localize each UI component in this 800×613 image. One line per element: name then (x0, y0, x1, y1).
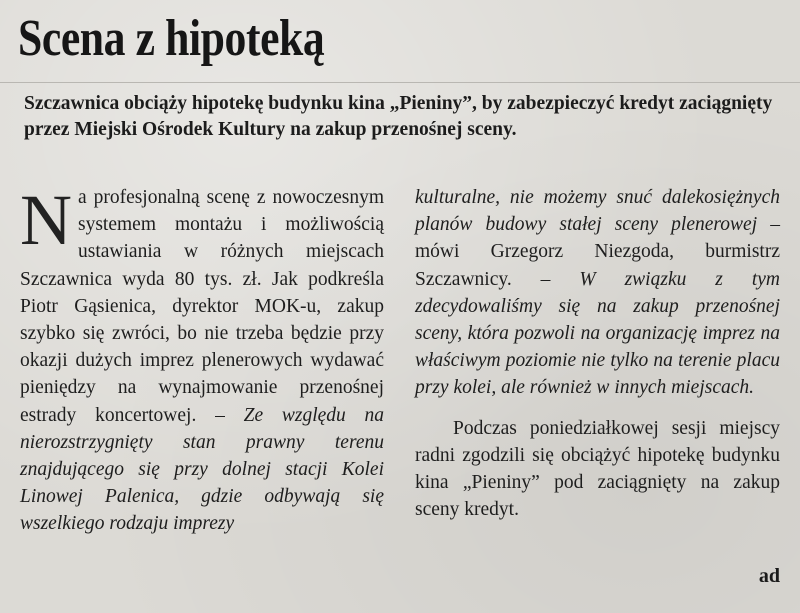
column-2-quote-1: kulturalne, nie możemy snuć dalekosiężnych planów budowy stałej sceny plenerowej (415, 187, 780, 236)
article-lead: Szczawnica obciąży hipotekę budynku kina „Pieniny”, by zabezpieczyć kredyt zaciągnięty przez Miejski Ośrodek Kultury na zakup przenośnej sceny. (24, 93, 773, 140)
column-2-attribution: – mówi Grzegorz Niezgoda, burmistrz Szczawnicy. – (415, 214, 780, 290)
article-title: Scena z hipoteką (18, 10, 325, 67)
article-column-2 (415, 184, 780, 523)
article-column-1 (20, 180, 385, 538)
column-1-paragraph (20, 180, 385, 538)
column-1-text: a profesjonalną scenę z nowoczesnym systemem montażu i możliwością ustawiania w różnych miejscach Szczawnica wyda 80 tys. zł. Jak podkreśla Piotr Gąsienica, dyrektor MOK-u, zakup szybko się zwróci, bo nie trzeba będzie przy okazji dużych imprez plenerowych wydawać pieniędzy na wynajmowanie przenośnej estrady koncertowej. – (20, 187, 384, 426)
column-2-paragraph-1 (415, 184, 780, 402)
title-divider (0, 82, 800, 83)
column-2-quote-2: W związku z tym zdecydowaliśmy się na zakup przenośnej sceny, która pozwoli na organizację imprez na właściwym poziomie nie tylko na terenie placu przy kolei, ale również w innych miejscach. (415, 268, 780, 399)
author-signature: ad (758, 565, 780, 587)
column-1-quote: Ze względu na nierozstrzygnięty stan prawny terenu znajdującego się przy dolnej stacji Kolei Linowej Palenica, gdzie odbywają się wszelkiego rodzaju imprezy (20, 404, 385, 535)
column-2-paragraph-2: Podczas poniedziałkowej sesji miejscy radni zgodzili się obciążyć hipotekę budynku kina „Pieniny” pod zaciągnięty na zakup sceny kredyt. (415, 417, 780, 521)
drop-cap: N (20, 180, 72, 260)
